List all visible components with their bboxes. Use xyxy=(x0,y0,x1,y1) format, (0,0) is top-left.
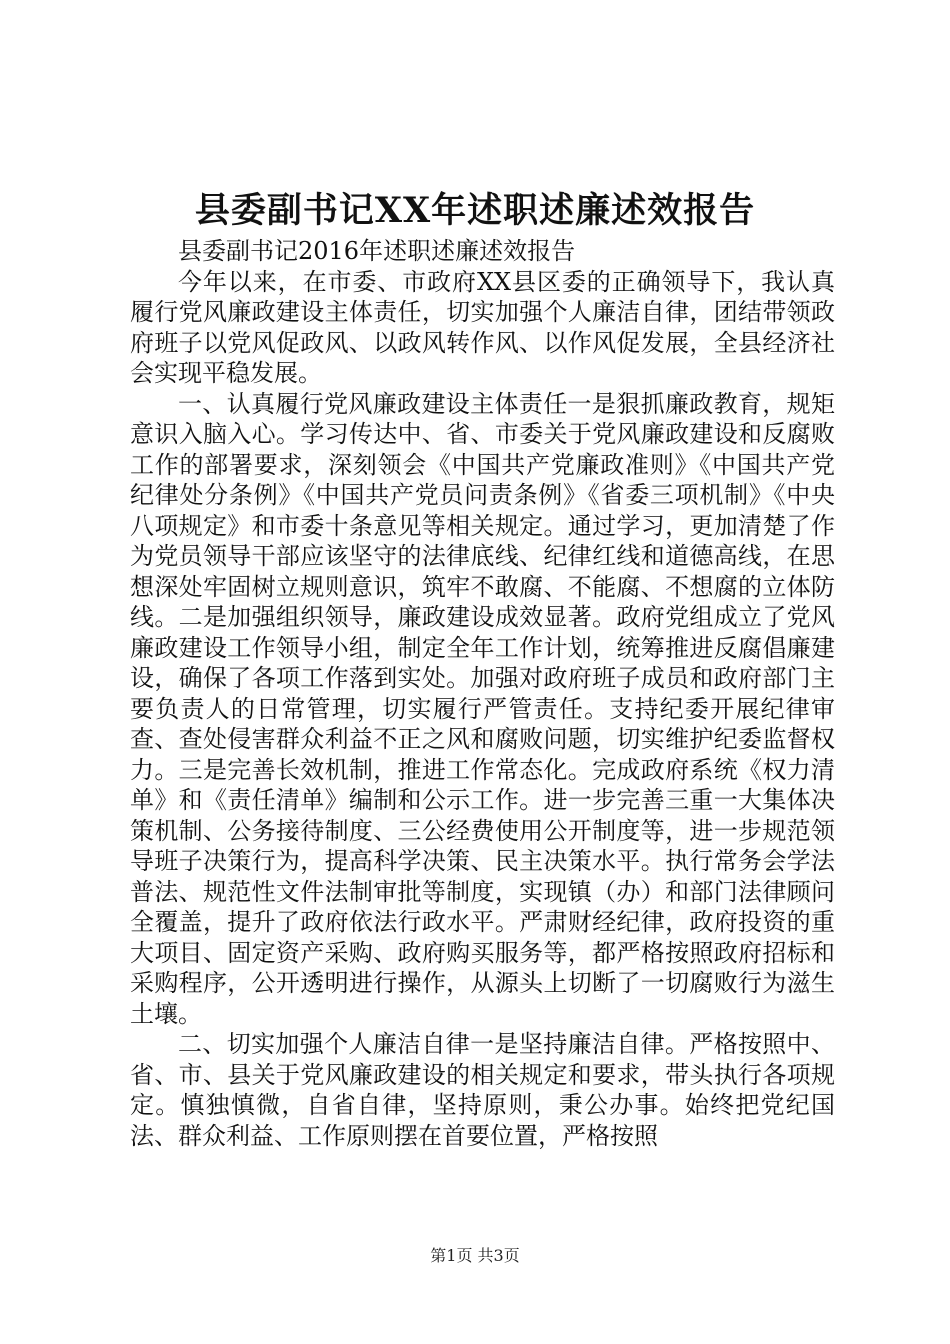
section-one-paragraph: 一、认真履行党风廉政建设主体责任一是狠抓廉政教育，规矩意识入脑入心。学习传达中、省、市委关于党风廉政建设和反腐败工作的部署要求，深刻领会《中国共产党廉政准则》《中国共产党纪律处分条例》《中国共产党员问责条例》《省委三项机制》《中央八项规定》和市委十条意见等相关规定。通过学习，更加清楚了作为党员领导干部应该坚守的法律底线、纪律红线和道德高线，在思想深处牢固树立规则意识，筑牢不敢腐、不能腐、不想腐的立体防线。二是加强组织领导，廉政建设成效显著。政府党组成立了党风廉政建设工作领导小组，制定全年工作计划，统筹推进反腐倡廉建设，确保了各项工作落到实处。加强对政府班子成员和政府部门主要负责人的日常管理，切实履行严管责任。支持纪委开展纪律审查、查处侵害群众利益不正之风和腐败问题，切实维护纪委监督权力。三是完善长效机制，推进工作常态化。完成政府系统《权力清单》和《责任清单》编制和公示工作。进一步完善三重一大集体决策机制、公务接待制度、三公经费使用公开制度等，进一步规范领导班子决策行为，提高科学决策、民主决策水平。执行常务会学法普法、规范性文件法制审批等制度，实现镇（办）和部门法律顾问全覆盖，提升了政府依法行政水平。严肃财经纪律，政府投资的重大项目、固定资产采购、政府购买服务等，都严格按照政府招标和采购程序，公开透明进行操作，从源头上切断了一切腐败行为滋生土壤。 xyxy=(130,389,835,1028)
section-two-paragraph: 二、切实加强个人廉洁自律一是坚持廉洁自律。严格按照中、省、市、县关于党风廉政建设的相关规定和要求，带头执行各项规定。慎独慎微，自省自律，坚持原则，秉公办事。始终把党纪国法、群众利益、工作原则摆在首要位置，严格按照 xyxy=(130,1030,835,1150)
intro-paragraph: 今年以来，在市委、市政府XX县区委的正确领导下，我认真履行党风廉政建设主体责任，切实加强个人廉洁自律，团结带领政府班子以党风促政风、以政风转作风、以作风促发展，全县经济社会实现平稳发展。 xyxy=(130,267,835,387)
document-title: 县委副书记XX年述职述廉述效报告 xyxy=(194,190,756,231)
document-body xyxy=(130,236,835,1151)
page-number-footer: 第1页 共3页 xyxy=(430,1246,520,1265)
subtitle-paragraph: 县委副书记2016年述职述廉述效报告 xyxy=(178,237,576,265)
